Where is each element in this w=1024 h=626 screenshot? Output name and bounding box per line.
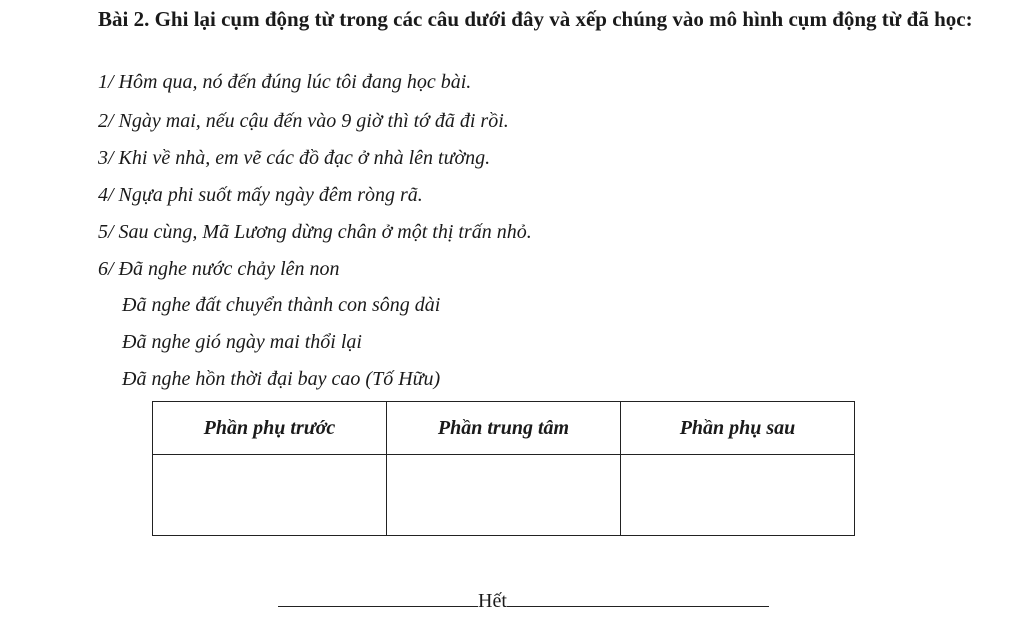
sentence-1: 1/ Hôm qua, nó đến đúng lúc tôi đang học bài. (98, 71, 472, 93)
end-marker (278, 588, 769, 613)
sentence-4: 4/ Ngựa phi suốt mấy ngày đêm ròng rã. (98, 184, 423, 206)
answer-cell-pre[interactable] (153, 455, 387, 536)
sentence-6: 6/ Đã nghe nước chảy lên non (98, 258, 340, 280)
answer-cell-center[interactable] (387, 455, 621, 536)
end-text: Hết (478, 590, 507, 612)
poem-line-1: Đã nghe đất chuyển thành con sông dài (122, 294, 441, 316)
header-center: Phần trung tâm (387, 402, 621, 455)
exercise-label: Bài 2 (98, 7, 145, 31)
poem-line-3: Đã nghe hồn thời đại bay cao (Tố Hữu) (122, 368, 441, 390)
poem-line-2: Đã nghe gió ngày mai thổi lại (122, 331, 362, 353)
sentence-3: 3/ Khi về nhà, em vẽ các đồ đạc ở nhà lên tường. (98, 147, 491, 169)
exercise-heading (98, 4, 998, 35)
verb-phrase-table (152, 401, 855, 536)
sentence-2: 2/ Ngày mai, nếu cậu đến vào 9 giờ thì tớ đã đi rồi. (98, 110, 509, 132)
end-line-left (278, 588, 478, 607)
exercise-instruction: . Ghi lại cụm động từ trong các câu dưới đây và xếp chúng vào mô hình cụm động từ đã học: (144, 7, 973, 31)
sentence-5: 5/ Sau cùng, Mã Lương dừng chân ở một thị trấn nhỏ. (98, 221, 532, 243)
header-post-modifier: Phần phụ sau (621, 402, 855, 455)
table-header-row (153, 402, 855, 455)
answer-cell-post[interactable] (621, 455, 855, 536)
table-row (153, 455, 855, 536)
header-pre-modifier: Phần phụ trước (153, 402, 387, 455)
end-line-right (507, 588, 769, 607)
